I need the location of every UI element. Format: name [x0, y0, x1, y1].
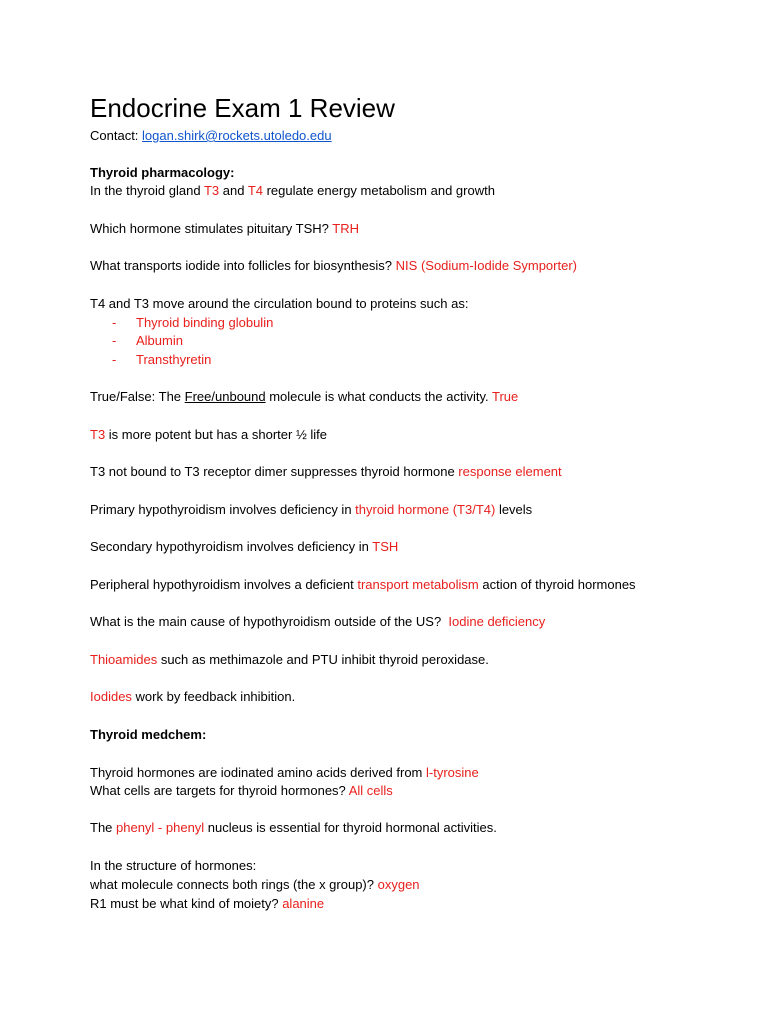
question-line: [90, 538, 398, 556]
question-text: True/False: The: [90, 389, 185, 404]
question-text: What cells are targets for thyroid hormones?: [90, 783, 349, 798]
contact-line: [90, 127, 332, 145]
question-line: [90, 613, 545, 631]
question-text: levels: [495, 502, 533, 517]
answer-text: All cells: [348, 783, 393, 798]
question-text: Peripheral hypothyroidism involves a deficient: [90, 577, 358, 592]
answer-text: Transthyretin: [136, 352, 212, 367]
question-text: Thyroid hormones are iodinated amino acids derived from: [90, 765, 427, 780]
question-line: [90, 220, 359, 238]
list-item: [112, 314, 273, 332]
answer-text: TRH: [332, 221, 360, 236]
question-line: In the structure of hormones:: [90, 858, 257, 873]
answer-text: phenyl - phenyl: [116, 820, 205, 835]
contact-email-link[interactable]: logan.shirk@rockets.utoledo.edu: [142, 128, 332, 143]
question-text: T3 not bound to T3 receptor dimer suppresses thyroid hormone: [90, 464, 459, 479]
question-text: work by feedback inhibition.: [131, 689, 296, 704]
answer-text: T3: [203, 183, 220, 198]
underlined-text: Free/unbound: [184, 389, 266, 404]
answer-text: Iodine deficiency: [448, 614, 546, 629]
question-line: [90, 182, 495, 200]
document-title: Endocrine Exam 1 Review: [90, 93, 395, 123]
answer-text: alanine: [282, 896, 325, 911]
contact-label: Contact:: [90, 128, 139, 143]
answer-text: response element: [458, 464, 562, 479]
question-line: [90, 782, 393, 800]
question-text: action of thyroid hormones: [478, 577, 636, 592]
question-text: What is the main cause of hypothyroidism outside of the US?: [90, 614, 449, 629]
question-line: [90, 463, 562, 481]
question-text: nucleus is essential for thyroid hormonal activities.: [204, 820, 497, 835]
question-line: [90, 895, 324, 913]
question-line: [90, 819, 497, 837]
answer-text: T3: [90, 427, 106, 442]
question-line: [90, 257, 577, 275]
section-heading-medchem: Thyroid medchem:: [90, 727, 207, 742]
question-line: [90, 651, 489, 669]
answer-text: True: [492, 389, 519, 404]
question-text: Secondary hypothyroidism involves deficiency in: [90, 539, 373, 554]
question-text: what molecule connects both rings (the x group)?: [90, 877, 378, 892]
question-text: The: [90, 820, 117, 835]
question-text: is more potent but has a shorter ½ life: [105, 427, 328, 442]
bullet-dash: -: [112, 352, 117, 367]
question-text: and: [219, 183, 248, 198]
answer-text: transport metabolism: [357, 577, 479, 592]
answer-text: Iodides: [90, 689, 132, 704]
answer-text: Albumin: [136, 333, 183, 348]
question-text: Which hormone stimulates pituitary TSH?: [90, 221, 333, 236]
question-line: T4 and T3 move around the circulation bound to proteins such as:: [90, 296, 469, 311]
question-line: [90, 876, 420, 894]
question-line: [90, 576, 636, 594]
question-text: R1 must be what kind of moiety?: [90, 896, 283, 911]
answer-text: l-tyrosine: [426, 765, 479, 780]
answer-text: T4: [247, 183, 263, 198]
question-line: [90, 501, 532, 519]
question-text: such as methimazole and PTU inhibit thyroid peroxidase.: [157, 652, 489, 667]
question-line: [90, 388, 518, 406]
section-heading-pharmacology: Thyroid pharmacology:: [90, 165, 235, 180]
bullet-dash: -: [112, 333, 117, 348]
question-text: molecule is what conducts the activity.: [265, 389, 493, 404]
question-line: [90, 764, 479, 782]
answer-text: oxygen: [377, 877, 420, 892]
question-text: In the thyroid gland: [90, 183, 204, 198]
list-item: [112, 351, 211, 369]
answer-text: Thioamides: [90, 652, 158, 667]
answer-text: Thyroid binding globulin: [136, 315, 274, 330]
bullet-dash: -: [112, 315, 117, 330]
question-text: What transports iodide into follicles for biosynthesis?: [90, 258, 396, 273]
question-line: [90, 688, 295, 706]
question-text: regulate energy metabolism and growth: [262, 183, 495, 198]
answer-text: thyroid hormone (T3/T4): [355, 502, 496, 517]
question-text: Primary hypothyroidism involves deficiency in: [90, 502, 356, 517]
list-item: [112, 332, 183, 350]
question-line: [90, 426, 327, 444]
answer-text: TSH: [372, 539, 399, 554]
answer-text: NIS (Sodium-Iodide Symporter): [395, 258, 577, 273]
